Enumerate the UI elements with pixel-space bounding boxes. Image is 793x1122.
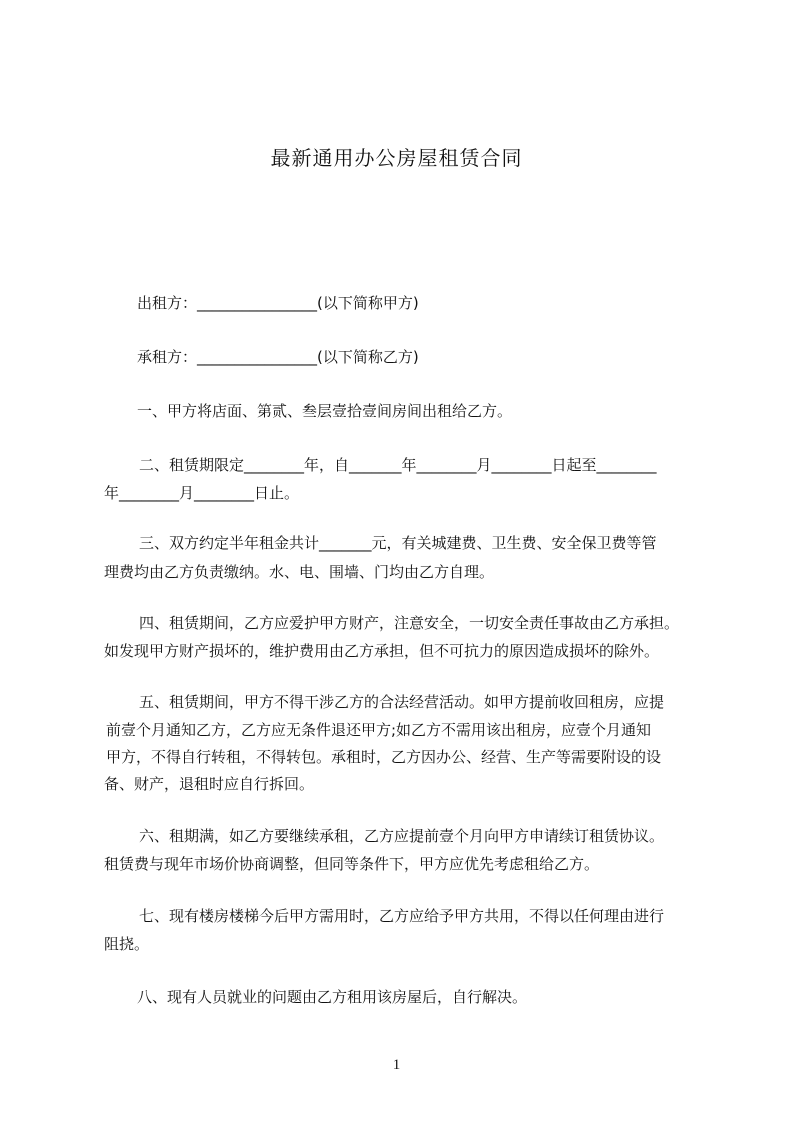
clause-4-line-1: 四、租赁期间，乙方应爱护甲方财产，注意安全，一切安全责任事故由乙方承担。 [139,614,680,632]
clause-7-line-1: 七、现有楼房楼梯今后甲方需用时，乙方应给予甲方共用，不得以任何理由进行 [139,907,665,925]
lessor-line: 出租方：________________(以下简称甲方) [137,294,419,312]
clause-5-line-1: 五、租赁期间，甲方不得干涉乙方的合法经营活动。如甲方提前收回租房，应提 [139,693,665,711]
clause-1-line-1: 一、甲方将店面、第贰、叁层壹拾壹间房间出租给乙方。 [137,402,513,420]
clause-5-line-2: 前壹个月通知乙方，乙方应无条件退还甲方;如乙方不需用该出租房，应壹个月通知 [106,721,652,739]
page-number: 1 [392,1057,401,1073]
clause-7-line-2: 阻挠。 [104,935,150,953]
clause-5-line-4: 备、财产，退租时应自行拆回。 [104,775,315,793]
lessee-line: 承租方：________________(以下简称乙方) [137,348,419,366]
clause-3-line-2: 理费均由乙方负责缴纳。水、电、围墙、门均由乙方自理。 [104,563,495,581]
clause-5-line-3: 甲方，不得自行转租，不得转包。承租时，乙方因办公、经营、生产等需要附设的设 [106,748,662,766]
clause-8-line-1: 八、现有人员就业的问题由乙方租用该房屋后，自行解决。 [137,988,528,1006]
clause-3-line-1: 三、双方约定半年租金共计_______元，有关城建费、卫生费、安全保卫费等管 [139,534,657,552]
clause-2-line-1: 二、租赁期限定________年，自_______年________月________日起至________ [139,456,657,474]
clause-2-line-2: 年________月________日止。 [104,484,300,502]
clause-4-line-2: 如发现甲方财产损坏的，维护费用由乙方承担，但不可抗力的原因造成损坏的除外。 [104,642,660,660]
clause-6-line-1: 六、租期满，如乙方要继续承租，乙方应提前壹个月向甲方申请续订租赁协议。 [139,827,665,845]
clause-6-line-2: 租赁费与现年市场价协商调整，但同等条件下，甲方应优先考虑租给乙方。 [104,855,600,873]
document-title: 最新通用办公房屋租赁合同 [270,146,523,170]
